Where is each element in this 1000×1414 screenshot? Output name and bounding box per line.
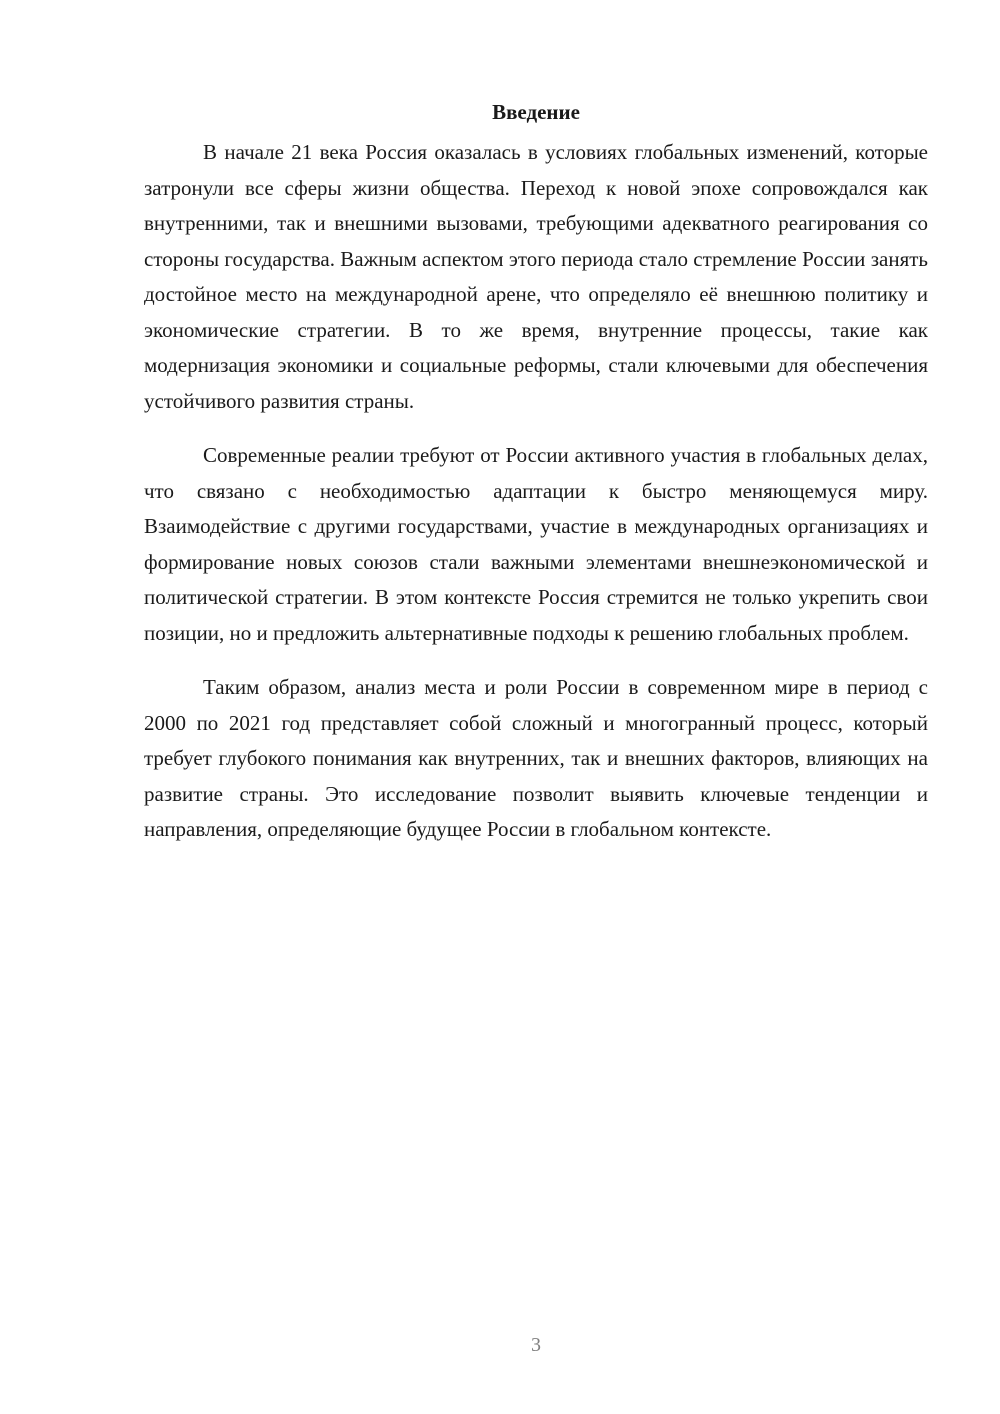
page-content	[144, 96, 928, 867]
page-number: 3	[531, 1334, 541, 1356]
paragraph-1: В начале 21 века Россия оказалась в условиях глобальных изменений, которые затронули все сферы жизни общества. Переход к новой эпохе сопровождался как внутренними, так и внешними вызовами, требующими адекватного реагирования со стороны государства. Важным аспектом этого периода стало стремление России занять достойное место на международной арене, что определяло её внешнюю политику и экономические стратегии. В то же время, внутренние процессы, такие как модернизация экономики и социальные реформы, стали ключевыми для обеспечения устойчивого развития страны.	[144, 140, 928, 413]
paragraph-2: Современные реалии требуют от России активного участия в глобальных делах, что связано с необходимостью адаптации к быстро меняющемуся миру. Взаимодействие с другими государствами, участие в международных организациях и формирование новых союзов стали важными элементами внешнеэкономической и политической стратегии. В этом контексте Россия стремится не только укрепить свои позиции, но и предложить альтернативные подходы к решению глобальных проблем.	[144, 443, 928, 645]
paragraph-3: Таким образом, анализ места и роли России в современном мире в период с 2000 по 2021 год представляет собой сложный и многогранный процесс, который требует глубокого понимания как внутренних, так и внешних факторов, влияющих на развитие страны. Это исследование позволит выявить ключевые тенденции и направления, определяющие будущее России в глобальном контексте.	[144, 675, 928, 841]
section-heading: Введение	[492, 100, 580, 124]
